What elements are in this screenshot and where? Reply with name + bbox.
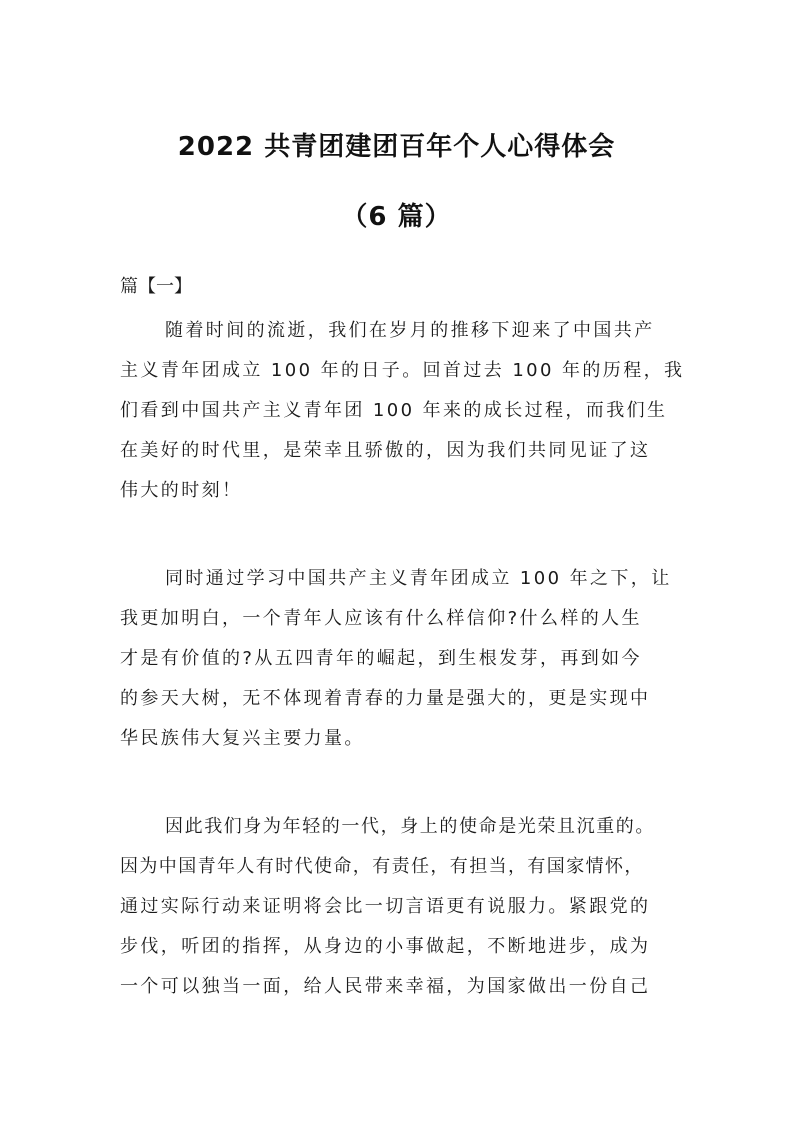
paragraph-2-line-1: 同时通过学习中国共产主义青年团成立 100 年之下，让 [165,568,672,589]
paragraph-2-line-5: 华民族伟大复兴主要力量。 [120,728,365,749]
paragraph-3-line-4: 步伐，听团的指挥，从身边的小事做起，不断地进步，成为 [120,936,651,957]
paragraph-3-line-1: 因此我们身为年轻的一代，身上的使命是光荣且沉重的。 [165,816,655,837]
paragraph-3-line-2: 因为中国青年人有时代使命，有责任，有担当，有国家情怀， [120,856,644,877]
document-subtitle: （6 篇） [341,202,452,232]
paragraph-1-line-1: 随着时间的流逝，我们在岁月的推移下迎来了中国共产 [165,320,655,341]
paragraph-1-line-4: 在美好的时代里，是荣幸且骄傲的，因为我们共同见证了这 [120,440,651,461]
paragraph-2-line-2: 我更加明白，一个青年人应该有什么样信仰?什么样的人生 [120,608,642,629]
paragraph-3-line-3: 通过实际行动来证明将会比一切言语更有说服力。紧跟党的 [120,896,651,917]
document-title: 2022 共青团建团百年个人心得体会 [177,132,616,162]
paragraph-2-line-3: 才是有价值的?从五四青年的崛起，到生根发芽，再到如今 [120,648,642,669]
paragraph-3-line-5: 一个可以独当一面，给人民带来幸福，为国家做出一份自己 [120,976,651,997]
paragraph-1-line-3: 们看到中国共产主义青年团 100 年来的成长过程，而我们生 [120,400,668,421]
paragraph-1-line-2: 主义青年团成立 100 年的日子。回首过去 100 年的历程，我 [120,360,685,381]
section-heading: 篇【一】 [120,276,192,297]
paragraph-1-line-5: 伟大的时刻！ [120,480,243,501]
paragraph-2-line-4: 的参天大树，无不体现着青春的力量是强大的，更是实现中 [120,688,651,709]
